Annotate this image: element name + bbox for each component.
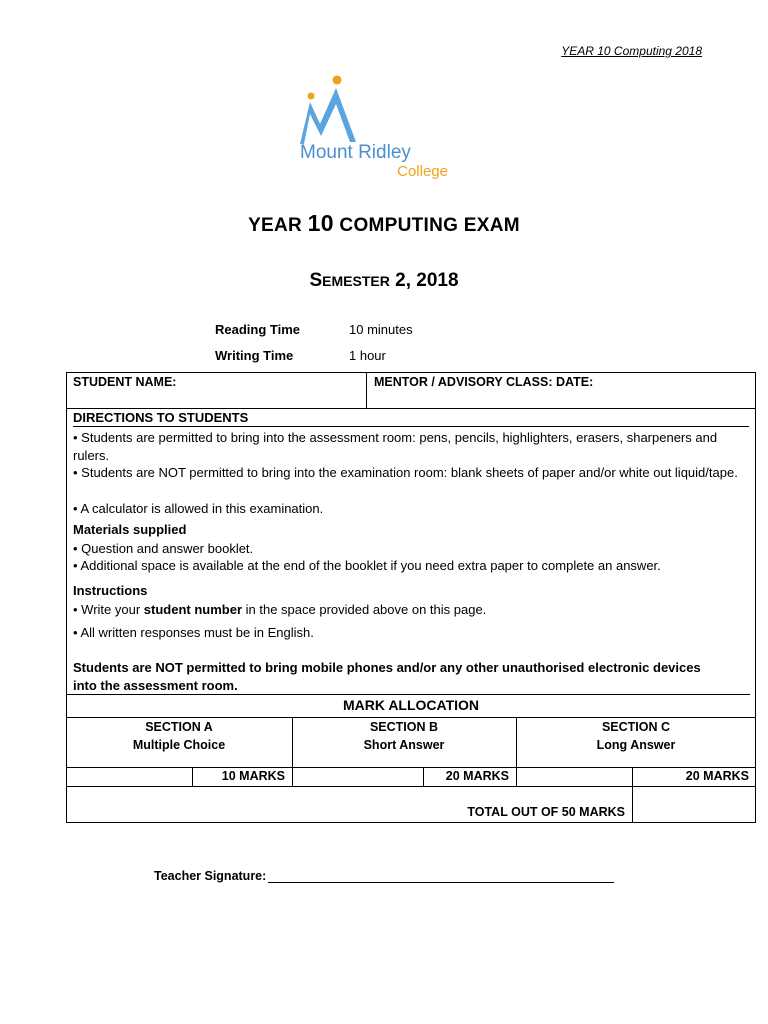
logo-name: Mount Ridley (300, 142, 411, 163)
section-c-header (516, 718, 756, 754)
divider (66, 694, 750, 695)
section-c-type: Long Answer (596, 738, 676, 752)
divider (366, 372, 367, 408)
subtitle-year: 2, 2018 (389, 270, 459, 291)
directions-heading: DIRECTIONS TO STUDENTS (73, 410, 249, 425)
section-b-name: SECTION B (369, 720, 439, 734)
divider (66, 408, 756, 409)
material-item: • Additional space is available at the end of the booklet if you need extra paper to complete an answer. (73, 558, 661, 573)
total-marks-label: TOTAL OUT OF 50 MARKS (467, 805, 625, 819)
directions-underline (73, 426, 749, 427)
subtitle-initial: S (309, 270, 323, 291)
writing-time-value: 1 hour (349, 348, 386, 363)
section-a-name: SECTION A (145, 720, 213, 734)
divider (66, 786, 756, 787)
divider (516, 767, 517, 786)
instruction-item: • All written responses must be in English. (73, 625, 314, 640)
section-b-header (292, 718, 516, 754)
direction-item: • Students are permitted to bring into the assessment room: pens, pencils, highlighters, erasers, sharpeners and rulers. (73, 430, 718, 463)
exam-title (0, 210, 768, 237)
section-b-type: Short Answer (363, 738, 445, 752)
materials-heading: Materials supplied (73, 522, 187, 537)
section-c-marks: 20 MARKS (685, 769, 749, 783)
section-c-name: SECTION C (601, 720, 671, 734)
section-a-type: Multiple Choice (132, 738, 226, 752)
instruction-text: • Write your (73, 602, 144, 617)
divider (66, 767, 756, 768)
direction-item: • A calculator is allowed in this examination. (73, 501, 324, 516)
section-a-header (66, 718, 292, 754)
exam-subtitle (0, 270, 768, 292)
teacher-signature-line[interactable] (268, 882, 614, 883)
direction-item: • Students are NOT permitted to bring into the examination room: blank sheets of paper and/or white out liquid/tape. (73, 465, 738, 480)
instructions-heading: Instructions (73, 583, 148, 598)
writing-time-label: Writing Time (215, 348, 294, 363)
material-item: • Question and answer booklet. (73, 541, 254, 556)
instruction-item (73, 601, 753, 619)
mentor-class-date-field[interactable]: MENTOR / ADVISORY CLASS: DATE: (374, 375, 594, 389)
instruction-emphasis: student number (143, 602, 243, 617)
reading-time-value: 10 minutes (349, 322, 413, 337)
subtitle-rest: EMESTER (322, 273, 390, 289)
section-a-marks: 10 MARKS (221, 769, 285, 783)
divider (292, 767, 293, 786)
section-b-marks: 20 MARKS (445, 769, 509, 783)
title-year: 10 (307, 210, 334, 236)
title-post: COMPUTING EXAM (333, 215, 520, 236)
teacher-signature-label: Teacher Signature: (154, 869, 267, 883)
reading-time-label: Reading Time (215, 322, 301, 337)
header-reference: YEAR 10 Computing 2018 (561, 44, 702, 58)
mark-allocation-heading: MARK ALLOCATION (342, 697, 480, 713)
devices-warning: Students are NOT permitted to bring mobile phones and/or any other unauthorised electronic devices into the assessment room. (73, 660, 701, 693)
student-name-field[interactable]: STUDENT NAME: (73, 375, 177, 389)
title-pre: YEAR (248, 215, 308, 236)
logo-sub: College (397, 163, 448, 180)
instruction-text: in the space provided above on this page. (242, 602, 487, 617)
